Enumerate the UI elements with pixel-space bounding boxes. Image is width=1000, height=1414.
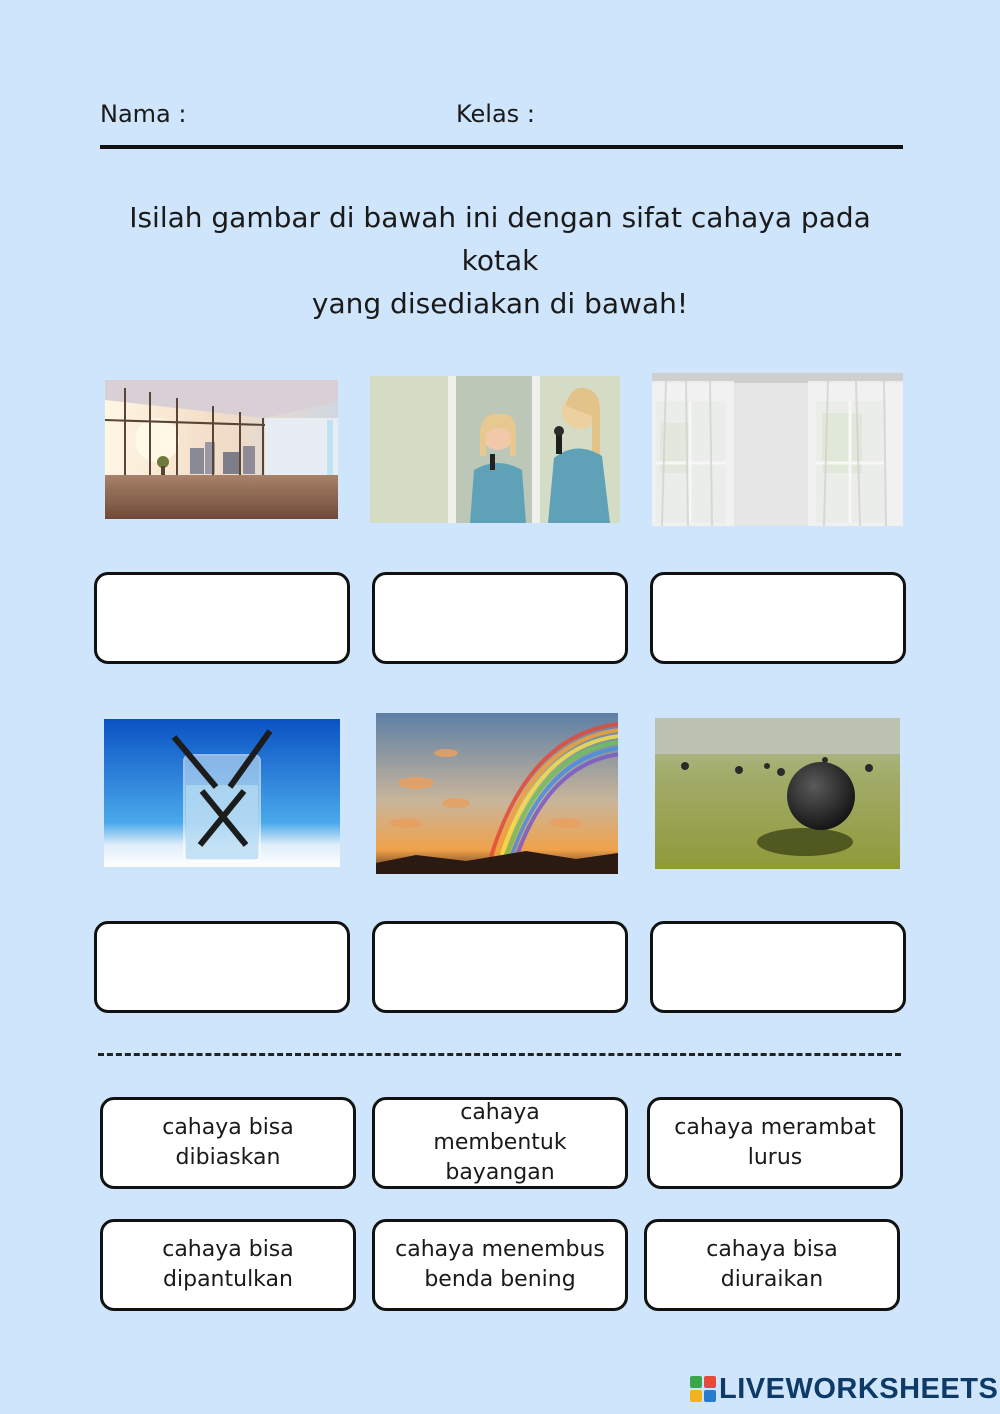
option-card-1[interactable]	[100, 1097, 356, 1189]
option-text-line-2: diuraikan	[720, 1267, 824, 1292]
option-text-line-1: cahaya merambat	[674, 1115, 876, 1140]
option-card-5[interactable]	[372, 1219, 628, 1311]
option-text-line-2: benda bening	[424, 1267, 576, 1292]
dashed-divider	[98, 1053, 901, 1056]
brand-watermark	[690, 1372, 998, 1406]
instruction-line-1: Isilah gambar di bawah ini dengan sifat cahaya pada kotak	[129, 201, 871, 277]
picture-curtains	[652, 373, 903, 526]
class-label: Kelas :	[456, 100, 535, 128]
option-text-line-1: cahaya bisa	[162, 1115, 294, 1140]
header-underline	[100, 145, 903, 149]
brand-name: LIVEWORKSHEETS	[719, 1372, 999, 1405]
option-text-line-1: cahaya bisa	[162, 1237, 294, 1262]
option-text-line-1: cahaya membentuk	[433, 1100, 567, 1155]
option-card-6[interactable]	[644, 1219, 900, 1311]
instruction-line-2: yang disediakan di bawah!	[311, 287, 689, 320]
picture-ball-shadow	[655, 718, 900, 869]
option-card-4[interactable]	[100, 1219, 356, 1311]
option-text-line-1: cahaya menembus	[395, 1237, 605, 1262]
option-text-line-2: bayangan	[445, 1160, 555, 1185]
picture-straws-glass	[104, 719, 340, 867]
option-text-line-2: dipantulkan	[163, 1267, 293, 1292]
option-text-line-1: cahaya bisa	[706, 1237, 838, 1262]
answer-box-6[interactable]	[650, 921, 906, 1013]
answer-box-2[interactable]	[372, 572, 628, 664]
answer-box-1[interactable]	[94, 572, 350, 664]
option-card-3[interactable]	[647, 1097, 903, 1189]
option-text-line-2: dibiaskan	[175, 1145, 281, 1170]
answer-box-4[interactable]	[94, 921, 350, 1013]
liveworksheets-logo-icon	[690, 1376, 716, 1402]
name-label: Nama :	[100, 100, 187, 128]
option-card-2[interactable]	[372, 1097, 628, 1189]
answer-box-3[interactable]	[650, 572, 906, 664]
answer-box-5[interactable]	[372, 921, 628, 1013]
picture-sunlit-room	[105, 380, 338, 519]
picture-rainbow	[376, 713, 618, 874]
picture-girl-mirror	[370, 376, 620, 523]
option-text-line-2: lurus	[747, 1145, 803, 1170]
instruction-text	[90, 196, 910, 325]
